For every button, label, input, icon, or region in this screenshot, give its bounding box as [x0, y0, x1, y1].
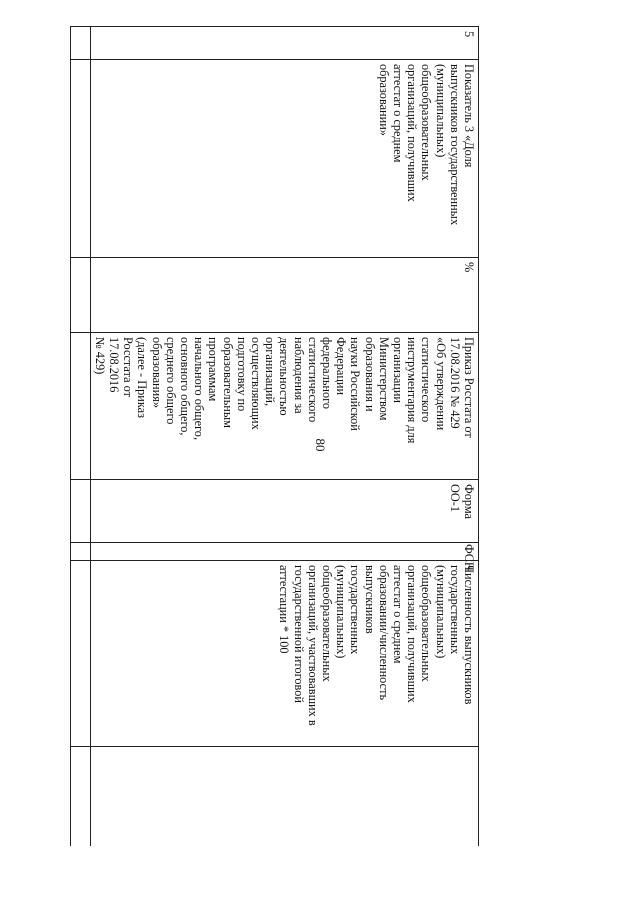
note-cell: [90, 747, 478, 847]
source-line: «Об утверждении: [433, 337, 448, 431]
empty-cell: [71, 561, 91, 747]
source-line: 17.08.2016: [106, 337, 121, 393]
empty-cell: [71, 480, 91, 543]
agency-cell: ФСН: [90, 543, 478, 561]
table-row: [90, 27, 478, 847]
empty-cell: [71, 60, 91, 258]
source-line: наблюдения за: [291, 337, 306, 414]
indicator-line: Показатель 3 «Доля: [462, 64, 476, 168]
source-cell: [90, 333, 478, 480]
formula-line: организаций, получивших: [405, 565, 420, 703]
formula-line: общеобразовательных: [419, 565, 434, 682]
source-line: образования и: [362, 337, 377, 412]
unit-cell: %: [90, 258, 478, 333]
empty-cell: [71, 258, 91, 333]
source-line: среднего общего: [163, 337, 178, 425]
source-line: образования»: [149, 337, 164, 409]
formula-line: выпускников: [362, 565, 377, 634]
source-line: (далее - Приказ: [135, 337, 150, 418]
formula-line: организаций, участвовавших в: [305, 565, 320, 726]
formula-line: общеобразовательных: [319, 565, 334, 682]
source-line: начального общего,: [192, 337, 207, 441]
page-number: 80: [313, 438, 328, 452]
indicator-table: [70, 26, 479, 846]
source-line: статистического: [419, 337, 434, 423]
source-line: программам: [206, 337, 221, 402]
source-line: инструментария для: [405, 337, 420, 444]
empty-cell: [71, 333, 91, 480]
indicator-line: организаций, получивших: [405, 64, 420, 202]
source-line: Федерации: [334, 337, 349, 396]
source-line: образовательным: [220, 337, 235, 428]
source-line: науки Российской: [348, 337, 363, 431]
source-line: 17.08.2016 № 429: [447, 337, 462, 429]
indicator-line: выпускников государственных: [447, 64, 462, 226]
source-line: организаций,: [263, 337, 278, 407]
indicator-line: общеобразовательных: [419, 64, 434, 181]
indicator-line: аттестат о среднем: [390, 64, 405, 163]
source-line: деятельностью: [277, 337, 292, 416]
source-line: Росстата от: [121, 337, 136, 397]
formula-line: аттестации * 100: [277, 565, 292, 654]
source-line: федерального: [319, 337, 334, 410]
empty-cell: [71, 747, 91, 847]
formula-line: (муниципальных): [334, 565, 349, 659]
indicator-cell: [90, 60, 478, 258]
empty-cell: [71, 27, 91, 60]
source-line: подготовку по: [234, 337, 249, 412]
formula-cell: [90, 561, 478, 747]
rotated-table-container: [70, 26, 479, 846]
empty-cell: [71, 543, 91, 561]
indicator-line: образовании»: [376, 64, 391, 136]
source-line: основного общего,: [177, 337, 192, 436]
indicator-line: (муниципальных): [433, 64, 448, 158]
source-line: Приказ Росстата от: [462, 337, 476, 438]
table-row: [71, 27, 91, 847]
formula-line: Численность выпускников: [462, 565, 476, 705]
source-line: организации: [390, 337, 405, 404]
source-line: Министерством: [376, 337, 391, 421]
formula-line: государственных: [348, 565, 363, 655]
formula-line: образовании/численность: [376, 565, 391, 701]
form-cell: Форма ОО-1: [90, 480, 478, 543]
row-number-cell: 5: [90, 27, 478, 60]
formula-line: аттестат о среднем: [390, 565, 405, 664]
source-line: № 429): [92, 337, 107, 375]
formula-line: государственной итоговой: [291, 565, 306, 703]
source-line: статистического: [305, 337, 320, 423]
formula-line: государственных: [447, 565, 462, 655]
formula-line: (муниципальных): [433, 565, 448, 659]
source-line: осуществляющих: [248, 337, 263, 430]
